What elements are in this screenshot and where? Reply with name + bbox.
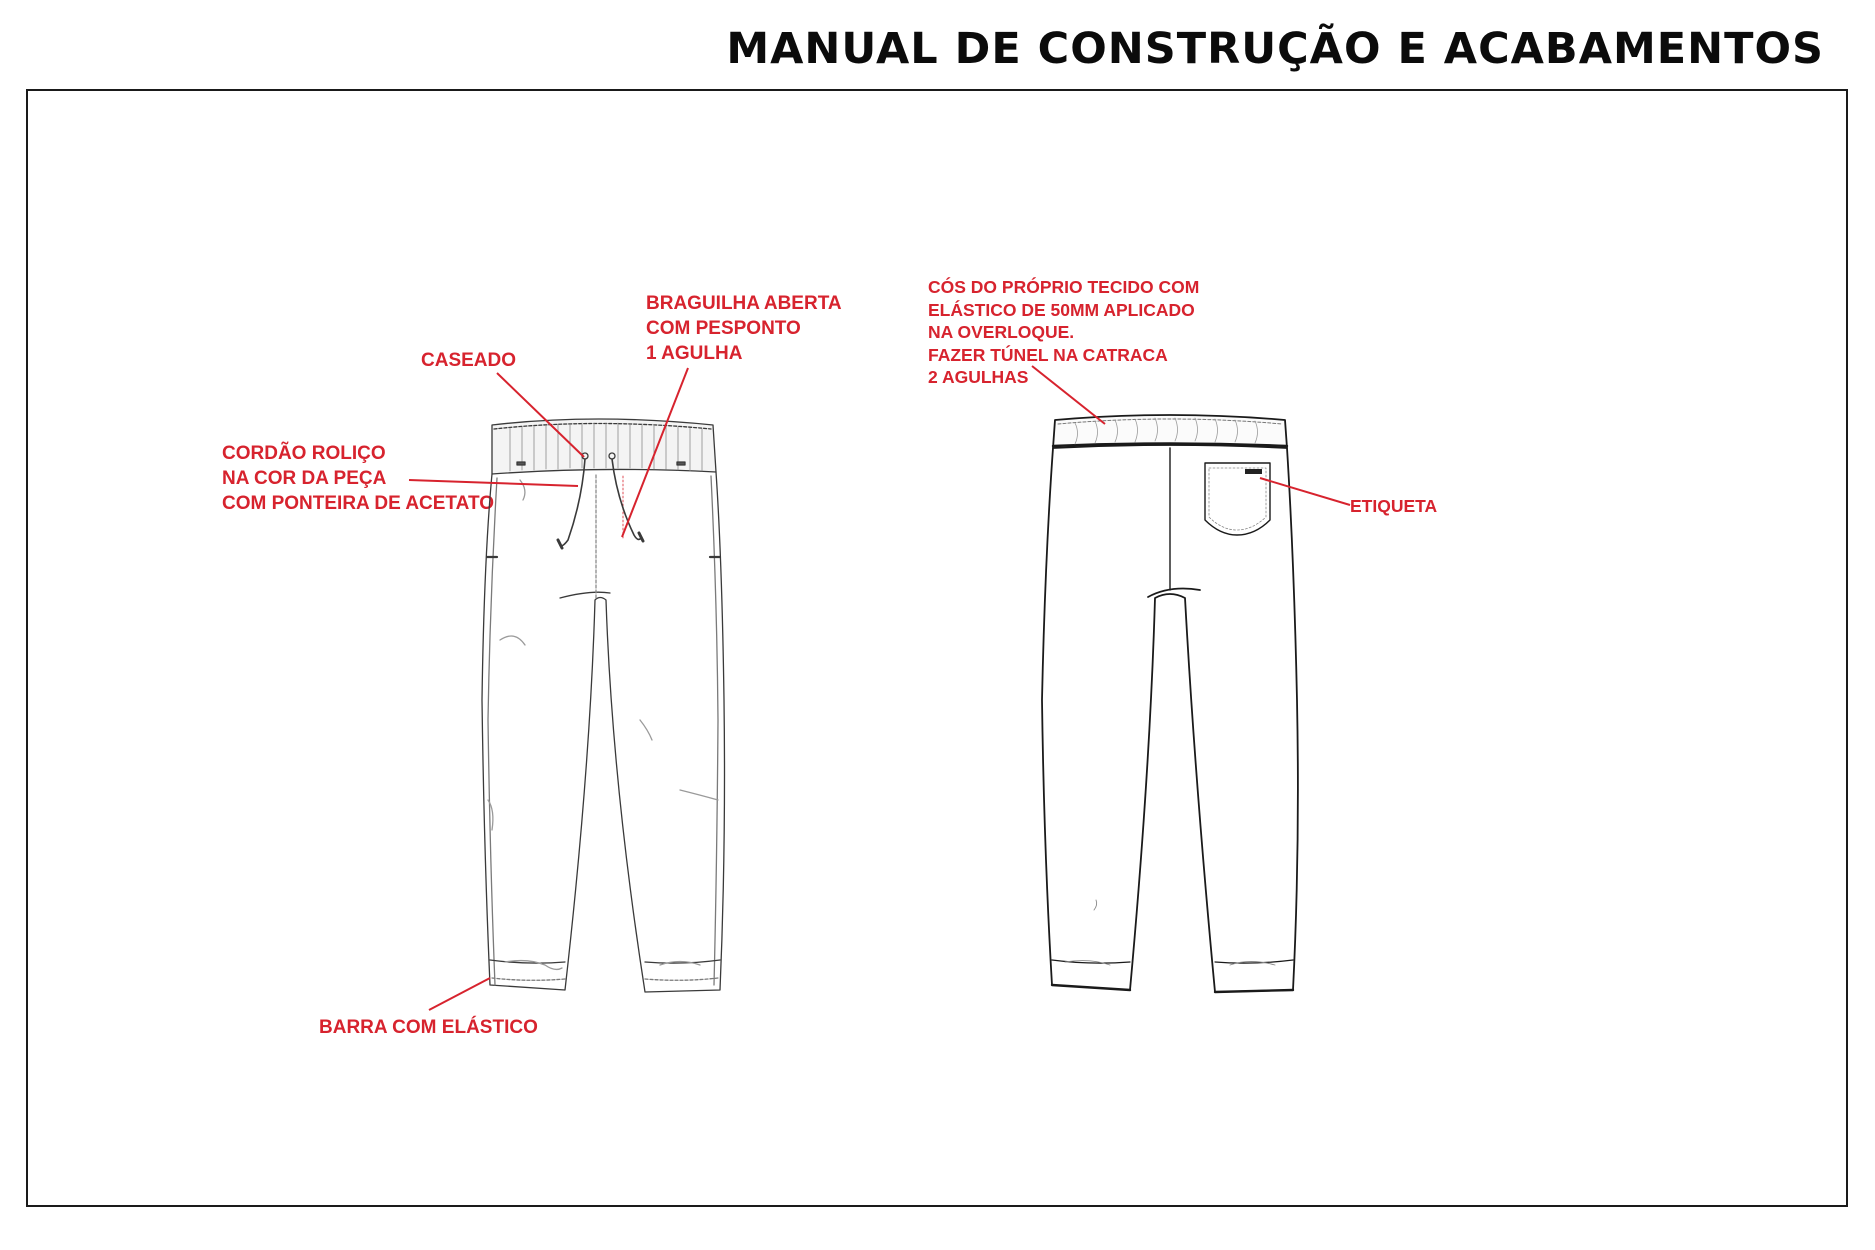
pants-front-sketch [482,419,725,992]
label-line: BRAGUILHA ABERTA [646,293,842,314]
label-line: COM PESPONTO [646,318,801,339]
leader-cordao [409,480,578,486]
label-line: BARRA COM ELÁSTICO [319,1017,538,1038]
leader-cos [1032,366,1105,424]
label-line: 2 AGULHAS [928,367,1029,387]
label-line: CORDÃO ROLIÇO [222,443,386,464]
label-line: ELÁSTICO DE 50MM APLICADO [928,299,1195,320]
label-line: NA OVERLOQUE. [928,322,1075,342]
label-line: CASEADO [421,350,517,371]
label-line: COM PONTEIRA DE ACETATO [222,493,494,514]
pants-back-sketch [1042,415,1298,992]
label-line: ETIQUETA [1350,496,1438,516]
label-line: NA COR DA PEÇA [222,468,387,489]
label-line: FAZER TÚNEL NA CATRACA [928,344,1168,365]
page-title: MANUAL DE CONSTRUÇÃO E ACABAMENTOS [726,24,1824,74]
label-line: CÓS DO PRÓPRIO TECIDO COM [928,277,1200,297]
label-line: 1 AGULHA [646,343,743,364]
leader-etiqueta [1260,478,1350,505]
leader-barra [429,978,490,1010]
